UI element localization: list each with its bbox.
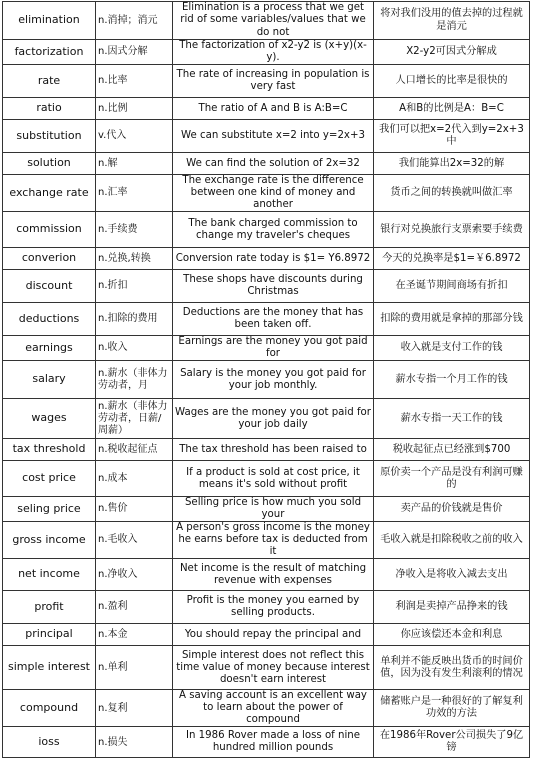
term-cell: rate (3, 65, 96, 98)
example-cell: Conversion rate today is $1= Y6.8972 (173, 248, 374, 270)
term-cell: wages (3, 399, 96, 439)
pos-cell: n.扣除的费用 (96, 303, 173, 336)
chinese-cell: 在圣诞节期间商场有折扣 (374, 270, 530, 303)
term-cell: compound (3, 690, 96, 727)
chinese-cell: 储蓄账户是一种很好的了解复利功效的方法 (374, 690, 530, 727)
table-row (3, 646, 530, 690)
pos-cell: n.损失 (96, 727, 173, 758)
term-cell: seling price (3, 497, 96, 522)
table-row (3, 212, 530, 248)
term-cell: substitution (3, 120, 96, 153)
table-row (3, 336, 530, 361)
example-cell: Deductions are the money that has been taken off. (173, 303, 374, 336)
table-row (3, 522, 530, 559)
table-row (3, 727, 530, 758)
term-cell: net income (3, 559, 96, 591)
chinese-cell: 薪水专指一天工作的钱 (374, 399, 530, 439)
pos-cell: n.薪水（非体力劳动者，日薪/周薪） (96, 399, 173, 439)
chinese-cell: 在1986年Rover公司损失了9亿镑 (374, 727, 530, 758)
chinese-cell: 单利并不能反映出货币的时间价值，因为没有发生利滚利的情况 (374, 646, 530, 690)
example-cell: We can substitute x=2 into y=2x+3 (173, 120, 374, 153)
term-cell: commission (3, 212, 96, 248)
term-cell: elimination (3, 2, 96, 40)
example-cell: Wages are the money you got paid for your job daily (173, 399, 374, 439)
chinese-cell: 薪水专指一个月工作的钱 (374, 361, 530, 399)
pos-cell: n.手续费 (96, 212, 173, 248)
example-cell: In 1986 Rover made a loss of nine hundred million pounds (173, 727, 374, 758)
chinese-cell: 我们能算出2x=32的解 (374, 153, 530, 175)
term-cell: profit (3, 591, 96, 624)
chinese-cell: 净收入是将收入减去支出 (374, 559, 530, 591)
chinese-cell: 卖产品的价钱就是售价 (374, 497, 530, 522)
example-cell: Earnings are the money you got paid for (173, 336, 374, 361)
chinese-cell: 银行对兑换旅行支票索要手续费 (374, 212, 530, 248)
term-cell: tax threshold (3, 439, 96, 461)
pos-cell: n.比例 (96, 98, 173, 120)
chinese-cell: 税收起征点已经涨到$700 (374, 439, 530, 461)
pos-cell: n.薪水（非体力劳动者，月 (96, 361, 173, 399)
chinese-cell: 我们可以把x=2代入到y=2x+3中 (374, 120, 530, 153)
table-row (3, 270, 530, 303)
table-row (3, 690, 530, 727)
chinese-cell: 你应该偿还本金和利息 (374, 624, 530, 646)
term-cell: deductions (3, 303, 96, 336)
example-cell: The ratio of A and B is A:B=C (173, 98, 374, 120)
example-cell: The exchange rate is the difference between one kind of money and another (173, 175, 374, 212)
chinese-cell: 利润是卖掉产品挣来的钱 (374, 591, 530, 624)
table-row (3, 153, 530, 175)
term-cell: salary (3, 361, 96, 399)
chinese-cell: 人口增长的比率是很快的 (374, 65, 530, 98)
term-cell: converion (3, 248, 96, 270)
pos-cell: n.比率 (96, 65, 173, 98)
pos-cell: n.税收起征点 (96, 439, 173, 461)
chinese-cell: 扣除的费用就是拿掉的那部分钱 (374, 303, 530, 336)
term-cell: principal (3, 624, 96, 646)
table-row (3, 40, 530, 65)
table-row (3, 98, 530, 120)
table-row (3, 2, 530, 40)
pos-cell: n.解 (96, 153, 173, 175)
chinese-cell: 收入就是支付工作的钱 (374, 336, 530, 361)
example-cell: If a product is sold at cost price, it means it's sold without profit (173, 461, 374, 497)
pos-cell: n.成本 (96, 461, 173, 497)
table-row (3, 461, 530, 497)
example-cell: Simple interest does not reflect this time value of money because interest doesn't earn interest (173, 646, 374, 690)
example-cell: Salary is the money you got paid for your job monthly. (173, 361, 374, 399)
table-row (3, 120, 530, 153)
term-cell: ratio (3, 98, 96, 120)
example-cell: The factorization of x2-y2 is (x+y)(x-y). (173, 40, 374, 65)
example-cell: You should repay the principal and (173, 624, 374, 646)
example-cell: The bank charged commission to change my traveler's cheques (173, 212, 374, 248)
table-row (3, 624, 530, 646)
table-row (3, 591, 530, 624)
table-row (3, 303, 530, 336)
vocabulary-table (2, 1, 530, 758)
term-cell: earnings (3, 336, 96, 361)
pos-cell: n.售价 (96, 497, 173, 522)
table-row (3, 399, 530, 439)
table-row (3, 497, 530, 522)
table-row (3, 361, 530, 399)
chinese-cell: 毛收入就是扣除税收之前的收入 (374, 522, 530, 559)
term-cell: simple interest (3, 646, 96, 690)
example-cell: Net income is the result of matching revenue with expenses (173, 559, 374, 591)
table-row (3, 248, 530, 270)
table-row (3, 439, 530, 461)
example-cell: A saving account is an excellent way to learn about the power of compound (173, 690, 374, 727)
pos-cell: n.消掉；消元 (96, 2, 173, 40)
chinese-cell: X2-y2可因式分解成 (374, 40, 530, 65)
example-cell: We can find the solution of 2x=32 (173, 153, 374, 175)
pos-cell: n.复利 (96, 690, 173, 727)
term-cell: gross income (3, 522, 96, 559)
chinese-cell: 原价卖一个产品是没有利润可赚的 (374, 461, 530, 497)
vocabulary-table-body (3, 2, 530, 758)
example-cell: Elimination is a process that we get rid of some variables/values that we do not (173, 2, 374, 40)
example-cell: The rate of increasing in population is very fast (173, 65, 374, 98)
example-cell: Profit is the money you earned by selling products. (173, 591, 374, 624)
pos-cell: n.本金 (96, 624, 173, 646)
pos-cell: n.单利 (96, 646, 173, 690)
chinese-cell: A和B的比例是A：B=C (374, 98, 530, 120)
example-cell: Selling price is how much you sold your (173, 497, 374, 522)
table-row (3, 175, 530, 212)
table-row (3, 559, 530, 591)
example-cell: A person's gross income is the money he earns before tax is deducted from it (173, 522, 374, 559)
chinese-cell: 货币之间的转换就叫做汇率 (374, 175, 530, 212)
pos-cell: n.收入 (96, 336, 173, 361)
chinese-cell: 今天的兑换率是$1=￥6.8972 (374, 248, 530, 270)
example-cell: The tax threshold has been raised to (173, 439, 374, 461)
pos-cell: n.汇率 (96, 175, 173, 212)
pos-cell: n.盈利 (96, 591, 173, 624)
term-cell: ioss (3, 727, 96, 758)
term-cell: discount (3, 270, 96, 303)
term-cell: factorization (3, 40, 96, 65)
pos-cell: n.兑换,转换 (96, 248, 173, 270)
pos-cell: n.折扣 (96, 270, 173, 303)
pos-cell: n.净收入 (96, 559, 173, 591)
term-cell: cost price (3, 461, 96, 497)
term-cell: exchange rate (3, 175, 96, 212)
example-cell: These shops have discounts during Christmas (173, 270, 374, 303)
pos-cell: v.代入 (96, 120, 173, 153)
table-row (3, 65, 530, 98)
pos-cell: n.毛收入 (96, 522, 173, 559)
term-cell: solution (3, 153, 96, 175)
pos-cell: n.因式分解 (96, 40, 173, 65)
chinese-cell: 将对我们没用的值去掉的过程就是消元 (374, 2, 530, 40)
